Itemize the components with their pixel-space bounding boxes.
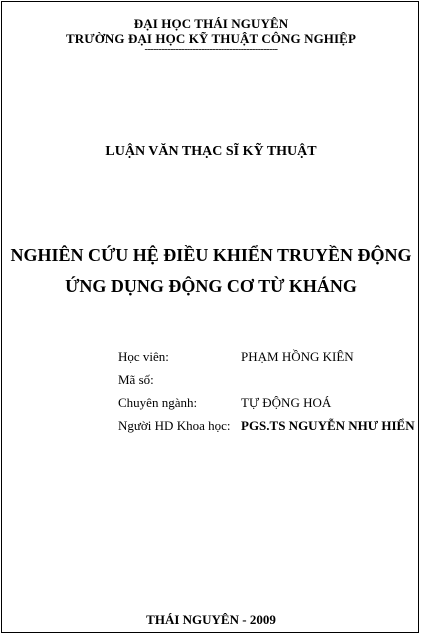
page-border xyxy=(1,1,419,633)
place-year: THÁI NGUYÊN - 2009 xyxy=(146,612,276,627)
thesis-title-line-2: ỨNG DỤNG ĐỘNG CƠ TỪ KHÁNG xyxy=(65,276,357,296)
major-value: TỰ ĐỘNG HOÁ xyxy=(241,395,332,410)
thesis-title-line-1: NGHIÊN CỨU HỆ ĐIỀU KHIỂN TRUYỀN ĐỘNG xyxy=(10,245,412,265)
student-label: Học viên: xyxy=(118,349,169,364)
thesis-type: LUẬN VĂN THẠC SĨ KỸ THUẬT xyxy=(105,144,317,159)
advisor-value: PGS.TS NGUYỄN NHƯ HIỂN xyxy=(241,418,415,433)
advisor-label: Người HD Khoa học: xyxy=(118,418,231,433)
major-label: Chuyên ngành: xyxy=(118,395,198,410)
code-label: Mã số: xyxy=(118,372,154,387)
student-value: PHẠM HỒNG KIÊN xyxy=(241,349,354,364)
school-name: TRƯỜNG ĐẠI HỌC KỸ THUẬT CÔNG NGHIỆP xyxy=(65,31,356,46)
university-name: ĐẠI HỌC THÁI NGUYÊN xyxy=(133,16,289,31)
header-separator: ----------------------------------------------- xyxy=(144,44,278,55)
